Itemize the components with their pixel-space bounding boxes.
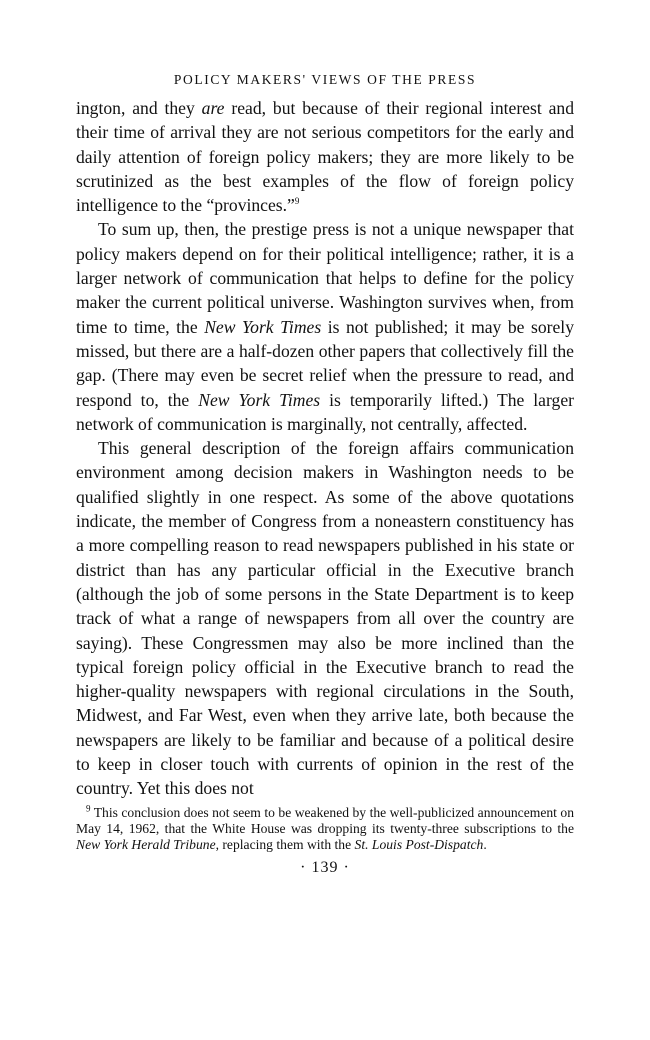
text-segment: This conclusion does not seem to be weakened by the well-publicized announcement on May 14, 1962, that the White House was dropping its twenty-three subscriptions to the <box>76 804 574 837</box>
text-segment: To sum up, then, the prestige press is not a unique newspaper that policy makers depend on for their political intelligence; rather, it is a larger network of communication that helps to define for the policy maker the current political universe. Washington survives when, from time to time, the <box>76 219 574 337</box>
paragraph-3 <box>76 436 574 800</box>
paragraph-2 <box>76 217 574 436</box>
text-segment: . <box>483 837 487 853</box>
text-segment: ington, and they <box>76 98 202 118</box>
book-page <box>76 68 574 879</box>
footnote <box>76 805 574 854</box>
page-number: · 139 · <box>300 858 350 876</box>
text-segment: , replacing them with the <box>215 837 355 853</box>
text-segment: read, but because of their regional interest and their time of arrival they are not serious competitors for the early and daily attention of foreign policy makers; they are more likely to be scrutinized as the best examples of the flow of foreign policy intelligence to the “provinces.” <box>76 98 574 216</box>
text-segment: is temporarily lifted.) The larger network of communication is marginally, not centrally, affected. <box>76 389 574 434</box>
paragraph-1 <box>76 96 574 217</box>
footnote-reference[interactable]: 9 <box>294 196 300 207</box>
italic-segment: New York Times <box>204 316 322 337</box>
footnote-mark: 9 <box>86 803 91 814</box>
running-head: POLICY MAKERS' VIEWS OF THE PRESS <box>173 72 477 87</box>
italic-segment: New York Times <box>198 389 321 410</box>
italic-segment: are <box>201 98 225 118</box>
italic-segment: New York Herald Tribune <box>76 837 216 853</box>
italic-segment: St. Louis Post-Dispatch <box>354 837 484 853</box>
text-segment: This general description of the foreign affairs communication environment among decision makers in Washington needs to be qualified slightly in one respect. As some of the above quotations indicate, the member of Congress from a noneastern constituency has a more compelling reason to read newspapers published in his state or district than has any particular official in the Executive branch (although the job of some persons in the State Department is to keep track of what a range of newspapers from all over the country are saying). These Congressmen may also be more inclined than the typical foreign policy official in the Executive branch to read the higher-quality newspapers with regional circulations in the South, Midwest, and Far West, even when they arrive late, both because the newspapers are likely to be familiar and because of a political desire to keep in closer touch with currents of opinion in the rest of the country. Yet this does not <box>76 438 574 799</box>
text-segment: is not published; it may be sorely missed, but there are a half-dozen other papers that collectively fill the gap. (There may even be secret relief when the pressure to read, and respond to, the <box>76 316 574 410</box>
